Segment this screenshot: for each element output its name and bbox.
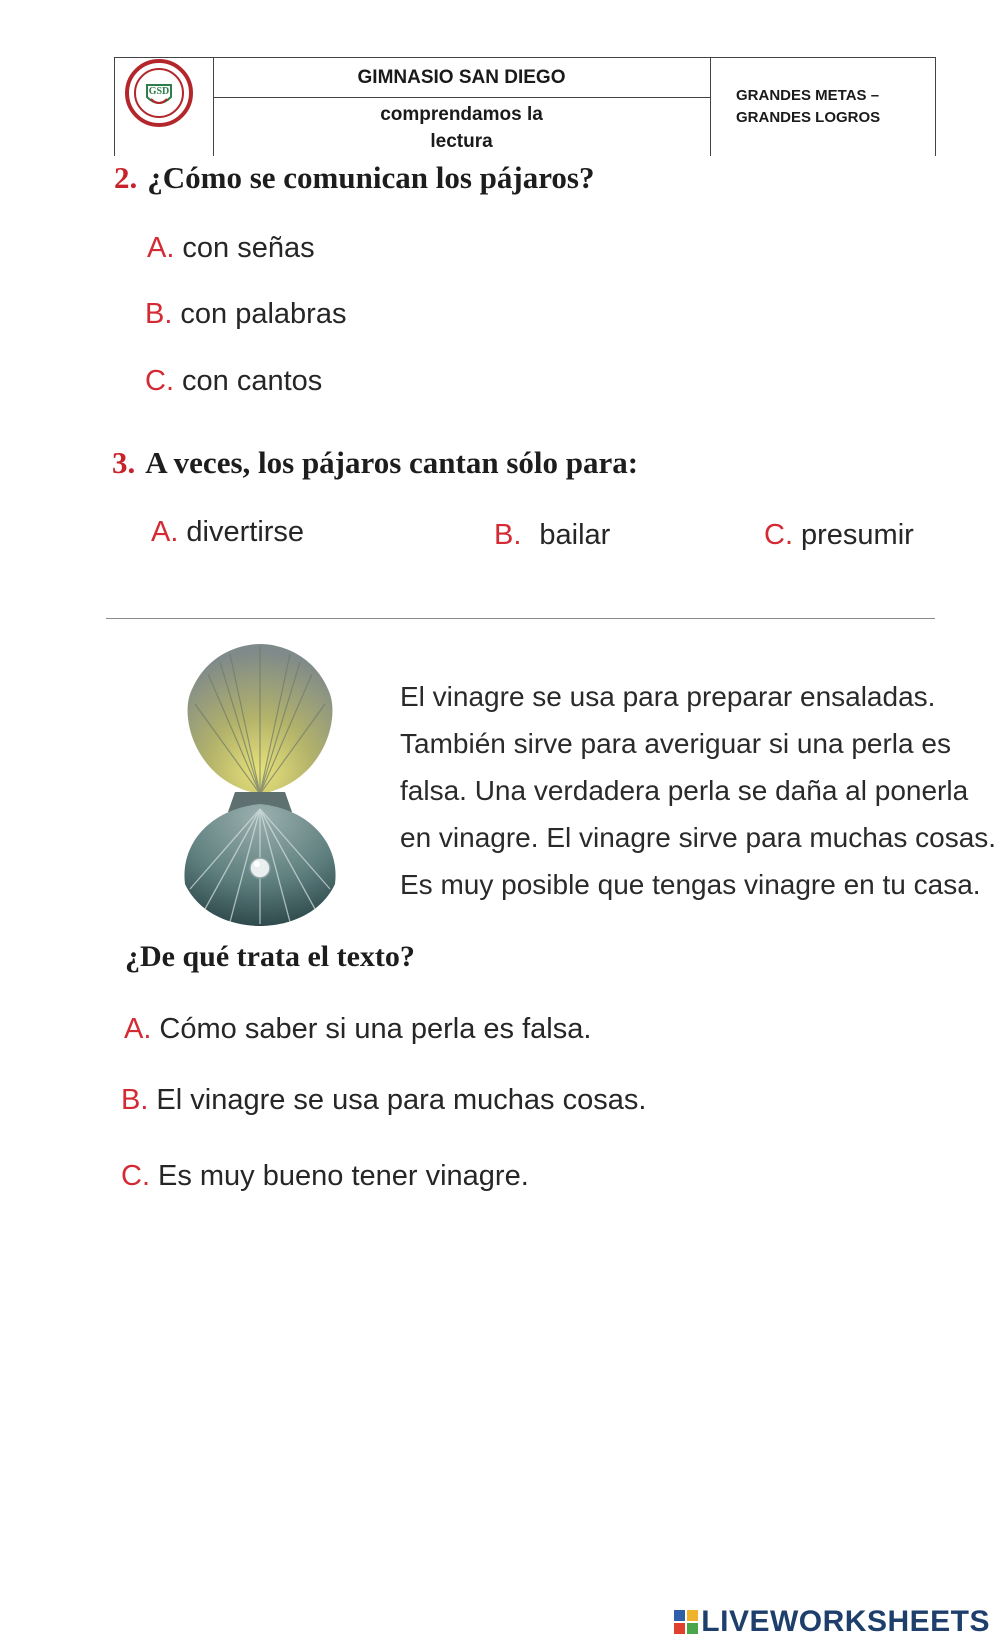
question-4-title: ¿De qué trata el texto? — [125, 940, 415, 973]
subject-line-2: lectura — [430, 130, 493, 152]
question-2-title — [114, 160, 594, 196]
header-table — [114, 57, 936, 156]
option-text: bailar — [539, 519, 611, 551]
option-text: Cómo saber si una perla es falsa. — [159, 1013, 592, 1045]
passage-line: El vinagre se usa para preparar ensaladas. — [400, 681, 936, 712]
section-divider — [106, 618, 935, 619]
question-3-number: 3. — [112, 445, 136, 480]
option-letter: B. — [494, 519, 522, 551]
question-3-option-c[interactable] — [764, 519, 914, 552]
title-cell — [213, 58, 711, 156]
option-letter: A. — [147, 232, 175, 264]
option-letter: B. — [121, 1084, 149, 1116]
passage-line: en vinagre. El vinagre sirve para muchas cosas. — [400, 822, 997, 853]
question-4-option-a[interactable] — [124, 1013, 591, 1046]
question-2-text: ¿Cómo se comunican los pájaros? — [147, 160, 595, 195]
passage-line: También sirve para averiguar si una perla es — [400, 728, 951, 759]
question-3-option-b[interactable] — [494, 519, 610, 552]
liveworksheets-watermark[interactable] — [674, 1605, 990, 1639]
option-text: divertirse — [186, 516, 305, 548]
option-letter: C. — [145, 365, 174, 397]
question-4-option-c[interactable] — [121, 1160, 529, 1193]
pearl-shell-illustration — [180, 644, 340, 926]
question-2-option-b[interactable] — [145, 298, 346, 331]
motto-line-2: GRANDES LOGROS — [736, 109, 881, 126]
passage-line: falsa. Una verdadera perla se daña al ponerla — [400, 775, 969, 806]
watermark-text: LIVEWORKSHEETS — [701, 1605, 990, 1638]
motto-cell — [710, 58, 935, 156]
option-text: presumir — [801, 519, 914, 551]
option-letter: A. — [124, 1013, 152, 1045]
question-3-title — [112, 445, 638, 481]
liveworksheets-logo-icon — [674, 1610, 698, 1634]
svg-text:GSD: GSD — [148, 86, 170, 97]
option-text: con señas — [182, 232, 315, 264]
option-text: con cantos — [182, 365, 323, 397]
option-text: El vinagre se usa para muchas cosas. — [156, 1084, 647, 1116]
logo-cell — [115, 58, 214, 156]
passage-line: Es muy posible que tengas vinagre en tu casa. — [400, 869, 981, 900]
option-letter: A. — [151, 516, 179, 548]
question-2-option-c[interactable] — [145, 365, 322, 398]
reading-passage — [400, 673, 997, 908]
school-crest-icon — [125, 59, 193, 127]
question-3-text: A veces, los pájaros cantan sólo para: — [145, 445, 639, 480]
question-4-option-b[interactable] — [121, 1084, 646, 1117]
question-3-option-a[interactable] — [151, 516, 304, 549]
question-2-option-a[interactable] — [147, 232, 315, 265]
option-letter: C. — [121, 1160, 150, 1192]
option-text: con palabras — [180, 298, 347, 330]
option-letter: C. — [764, 519, 793, 551]
option-letter: B. — [145, 298, 173, 330]
option-text: Es muy bueno tener vinagre. — [158, 1160, 529, 1192]
motto-line-1: GRANDES METAS – — [736, 87, 880, 104]
subject-title — [213, 98, 710, 157]
question-2-number: 2. — [114, 160, 138, 195]
subject-line-1: comprendamos la — [380, 103, 543, 125]
school-name: GIMNASIO SAN DIEGO — [213, 58, 710, 98]
